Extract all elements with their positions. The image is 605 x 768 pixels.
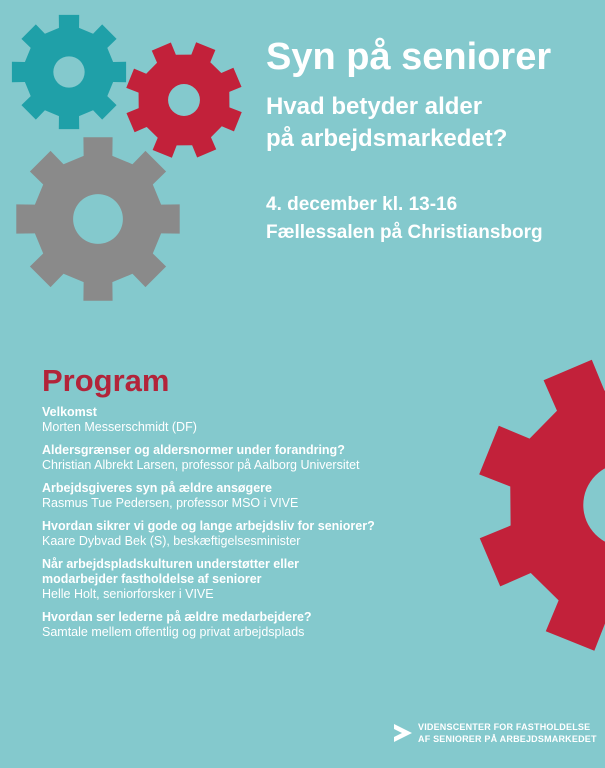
- program-item-workplace-culture: [42, 557, 442, 602]
- program-item-employers: [42, 481, 442, 511]
- logo-arrow-icon: [392, 722, 414, 744]
- logo-text: [418, 721, 597, 745]
- teal-gear-icon: [10, 13, 128, 131]
- program-item-title: Hvordan sikrer vi gode og lange arbejdsliv for seniorer?: [42, 519, 375, 533]
- gear-teal-shape: [12, 15, 126, 129]
- program-item-title: modarbejder fastholdelse af seniorer: [42, 572, 262, 586]
- program-heading: Program: [42, 363, 170, 398]
- page-title: Syn på seniorer: [266, 36, 552, 78]
- program-item-speaker: Samtale mellem offentlig og privat arbejdsplads: [42, 625, 305, 639]
- program-item-title: Arbejdsgiveres syn på ældre ansøgere: [42, 481, 272, 495]
- subtitle-line: Hvad betyder alder: [266, 93, 483, 120]
- program-item-title: Velkomst: [42, 405, 97, 419]
- event-date: 4. december kl. 13-16: [266, 194, 458, 215]
- program-item-age-limits: [42, 443, 442, 473]
- gear-big-shape: [479, 359, 605, 651]
- program-item-speaker: Rasmus Tue Pedersen, professor MSO i VIVE: [42, 496, 299, 510]
- logo-line: AF SENIORER PÅ ARBEJDSMARKEDET: [418, 734, 597, 744]
- program-item-speaker: Morten Messerschmidt (DF): [42, 420, 197, 434]
- large-red-gear-icon: [475, 355, 605, 655]
- program-item-speaker: Helle Holt, seniorforsker i VIVE: [42, 587, 214, 601]
- subtitle-line: på arbejdsmarkedet?: [266, 125, 508, 152]
- program-item-speaker: Kaare Dybvad Bek (S), beskæftigelsesminister: [42, 534, 301, 548]
- grey-gear-icon: [14, 135, 182, 303]
- event-venue: Fællessalen på Christiansborg: [266, 222, 543, 243]
- gear-grey-shape: [16, 137, 179, 300]
- page-subtitle: [266, 91, 596, 155]
- program-item-speaker: Christian Albrekt Larsen, professor på Aalborg Universitet: [42, 458, 360, 472]
- program-item-title: Aldersgrænser og aldersnormer under forandring?: [42, 443, 345, 457]
- program-item-working-lives: [42, 519, 442, 549]
- program-item-title: Når arbejdspladskulturen understøtter eller: [42, 557, 300, 571]
- logo-line: VIDENSCENTER FOR FASTHOLDELSE: [418, 722, 591, 732]
- program-item-title: Hvordan ser lederne på ældre medarbejdere?: [42, 610, 312, 624]
- program-item-welcome: [42, 405, 442, 435]
- program-item-managers: [42, 610, 442, 640]
- program-list: [42, 405, 442, 648]
